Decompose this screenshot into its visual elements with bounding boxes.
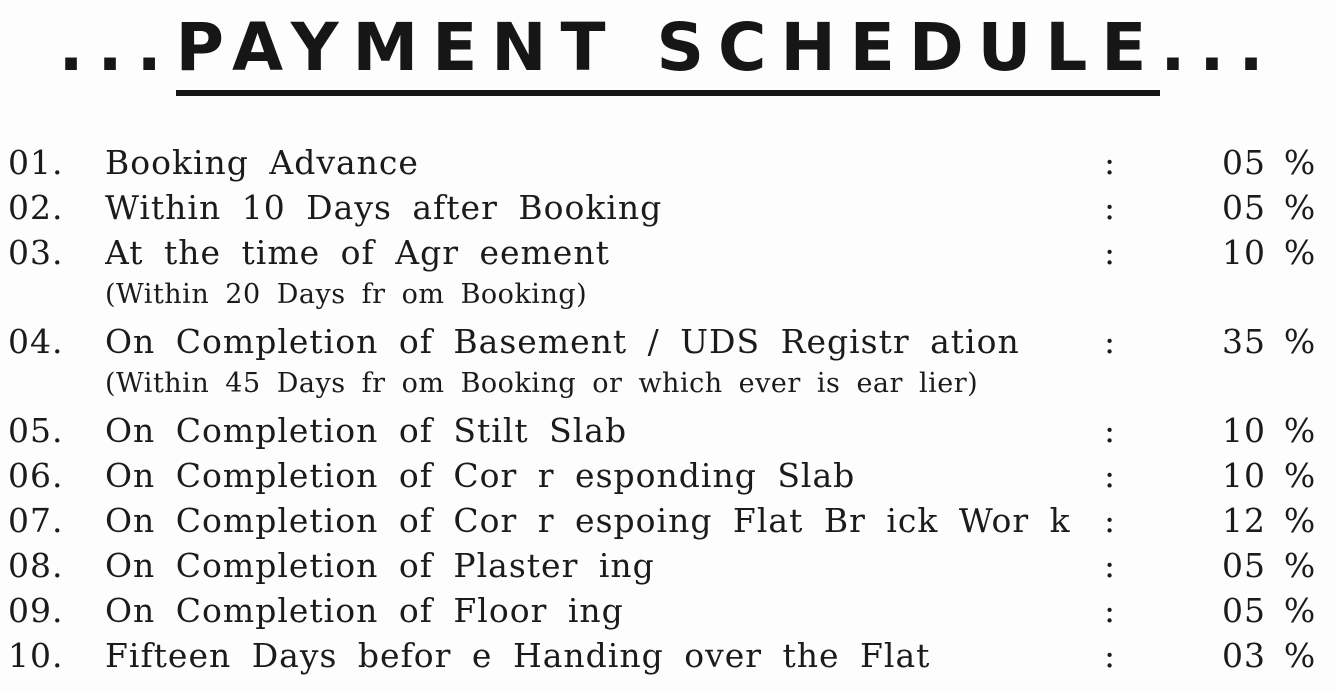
percent-sign: % xyxy=(1283,411,1317,450)
percent-sign: % xyxy=(1283,546,1317,585)
row-colon: : xyxy=(1103,188,1117,227)
table-row-10 xyxy=(0,633,1336,678)
row-number: 03. xyxy=(8,233,64,272)
row-percent-value: 05 xyxy=(1222,591,1266,630)
percent-sign: % xyxy=(1283,456,1317,495)
table-row-03 xyxy=(0,230,1336,275)
row-description: On Completion of Stilt Slab xyxy=(105,411,628,450)
row-colon: : xyxy=(1103,591,1117,630)
row-number: 04. xyxy=(8,322,64,361)
table-row-04-note xyxy=(0,364,1336,408)
row-description: On Completion of Plaster ing xyxy=(105,546,655,585)
row-colon: : xyxy=(1103,456,1117,495)
percent-sign: % xyxy=(1283,636,1317,675)
table-row-04 xyxy=(0,319,1336,364)
percent-sign: % xyxy=(1283,188,1317,227)
row-description: Within 10 Days after Booking xyxy=(105,188,663,227)
row-colon: : xyxy=(1103,411,1117,450)
row-colon: : xyxy=(1103,233,1117,272)
percent-sign: % xyxy=(1283,233,1317,272)
table-row-02 xyxy=(0,185,1336,230)
row-description: Booking Advance xyxy=(105,143,419,182)
row-colon: : xyxy=(1103,322,1117,361)
row-description: On Completion of Cor r esponding Slab xyxy=(105,456,856,495)
table-row-07 xyxy=(0,498,1336,543)
title-leading-dots: ... xyxy=(58,9,176,86)
row-number: 01. xyxy=(8,143,64,182)
row-colon: : xyxy=(1103,143,1117,182)
row-percent-value: 12 xyxy=(1222,501,1266,540)
row-description: Fifteen Days befor e Handing over the Flat xyxy=(105,636,931,675)
row-number: 02. xyxy=(8,188,64,227)
schedule-table xyxy=(0,140,1336,678)
table-row-01 xyxy=(0,140,1336,185)
table-row-03-note xyxy=(0,275,1336,319)
row-number: 05. xyxy=(8,411,64,450)
row-percent-value: 10 xyxy=(1222,456,1266,495)
row-colon: : xyxy=(1103,546,1117,585)
row-percent-value: 05 xyxy=(1222,188,1266,227)
row-description: At the time of Agr eement xyxy=(105,233,610,272)
row-percent-value: 10 xyxy=(1222,411,1266,450)
page-title-text: PAYMENT SCHEDULE xyxy=(176,9,1161,96)
row-description: On Completion of Basement / UDS Registr ation xyxy=(105,322,1020,361)
percent-sign: % xyxy=(1283,322,1317,361)
page-title xyxy=(0,8,1336,88)
row-percent-value: 35 xyxy=(1222,322,1266,361)
percent-sign: % xyxy=(1283,501,1317,540)
row-number: 10. xyxy=(8,636,64,675)
percent-sign: % xyxy=(1283,591,1317,630)
row-description: On Completion of Cor r espoing Flat Br ick Wor k xyxy=(105,501,1071,540)
row-sub-note: (Within 45 Days fr om Booking or which ever is ear lier) xyxy=(105,368,979,399)
title-trailing-dots: ... xyxy=(1160,9,1278,86)
row-description: On Completion of Floor ing xyxy=(105,591,624,630)
table-row-09 xyxy=(0,588,1336,633)
table-row-08 xyxy=(0,543,1336,588)
table-row-05 xyxy=(0,408,1336,453)
percent-sign: % xyxy=(1283,143,1317,182)
row-percent-value: 05 xyxy=(1222,143,1266,182)
row-colon: : xyxy=(1103,501,1117,540)
row-sub-note: (Within 20 Days fr om Booking) xyxy=(105,279,588,310)
row-number: 07. xyxy=(8,501,64,540)
row-number: 09. xyxy=(8,591,64,630)
row-number: 06. xyxy=(8,456,64,495)
row-percent-value: 03 xyxy=(1222,636,1266,675)
row-percent-value: 10 xyxy=(1222,233,1266,272)
row-number: 08. xyxy=(8,546,64,585)
row-colon: : xyxy=(1103,636,1117,675)
table-row-06 xyxy=(0,453,1336,498)
row-percent-value: 05 xyxy=(1222,546,1266,585)
